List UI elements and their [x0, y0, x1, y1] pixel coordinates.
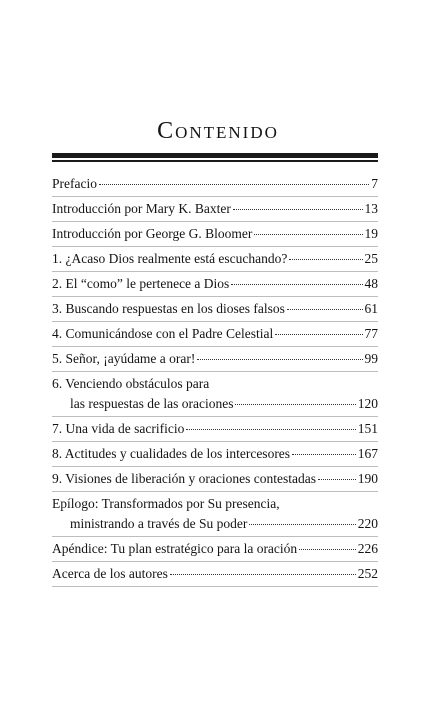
- dot-leader: [292, 453, 356, 455]
- dot-leader: [287, 308, 363, 310]
- toc-page-number: 7: [371, 176, 378, 191]
- page-title: Contenido: [157, 118, 279, 144]
- toc-page-number: 226: [357, 541, 378, 556]
- toc-entry-title: 3. Buscando respuestas en los dioses falsos: [52, 301, 285, 316]
- toc-entry-title: Acerca de los autores: [52, 566, 168, 581]
- dot-leader: [231, 283, 362, 285]
- dot-leader: [99, 183, 369, 185]
- toc-entry: [52, 272, 378, 297]
- dot-leader: [289, 258, 362, 260]
- dot-leader: [318, 478, 356, 480]
- toc-page-number: 220: [357, 516, 378, 531]
- toc-page-number: 99: [364, 351, 378, 366]
- toc-page-number: 77: [364, 326, 378, 341]
- toc-page-number: 19: [364, 226, 378, 241]
- title-rule-thick: [52, 153, 378, 158]
- toc-page-number: 13: [364, 201, 378, 216]
- toc-entry: [52, 562, 378, 587]
- toc-entry-title: 5. Señor, ¡ayúdame a orar!: [52, 351, 196, 366]
- toc-entry-title: Epílogo: Transformados por Su presencia,: [52, 496, 280, 511]
- toc-entry-title: 7. Una vida de sacrificio: [52, 421, 185, 436]
- toc-entry: [52, 467, 378, 492]
- dot-leader: [235, 403, 355, 405]
- dot-leader: [275, 333, 362, 335]
- toc-page-number: 120: [357, 396, 378, 411]
- dot-leader: [197, 358, 362, 360]
- toc-entry: [52, 172, 378, 197]
- dot-leader: [254, 233, 362, 235]
- toc-entry-title: Introducción por George G. Bloomer: [52, 226, 253, 241]
- dot-leader: [170, 573, 356, 575]
- toc-entry-title: Introducción por Mary K. Baxter: [52, 201, 231, 216]
- toc-entry-title: ministrando a través de Su poder: [70, 516, 248, 531]
- toc-page-number: 167: [357, 446, 378, 461]
- dot-leader: [299, 548, 356, 550]
- toc-entry-title: Prefacio: [52, 176, 97, 191]
- toc-entry-title: 6. Venciendo obstáculos para: [52, 376, 210, 391]
- toc-entry: [52, 492, 378, 537]
- toc-entry-title: 1. ¿Acaso Dios realmente está escuchando?: [52, 251, 288, 266]
- title-rule-thin: [52, 160, 378, 162]
- toc-entry: [52, 197, 378, 222]
- toc-entry: [52, 537, 378, 562]
- table-of-contents: [52, 172, 378, 587]
- dot-leader: [186, 428, 355, 430]
- toc-entry: [52, 442, 378, 467]
- toc-entry: [52, 417, 378, 442]
- toc-entry: [52, 247, 378, 272]
- toc-entry: [52, 372, 378, 417]
- toc-entry-title: 9. Visiones de liberación y oraciones contestadas: [52, 471, 316, 486]
- toc-page-number: 151: [357, 421, 378, 436]
- toc-entry-title: 8. Actitudes y cualidades de los intercesores: [52, 446, 291, 461]
- toc-entry: [52, 222, 378, 247]
- toc-page-number: 61: [364, 301, 378, 316]
- toc-entry-title: 2. El “como” le pertenece a Dios: [52, 276, 230, 291]
- toc-entry: [52, 297, 378, 322]
- toc-page-number: 252: [357, 566, 378, 581]
- toc-page-number: 25: [364, 251, 378, 266]
- toc-page-number: 190: [357, 471, 378, 486]
- dot-leader: [233, 208, 363, 210]
- toc-entry: [52, 322, 378, 347]
- toc-entry-title: 4. Comunicándose con el Padre Celestial: [52, 326, 274, 341]
- dot-leader: [249, 523, 355, 525]
- toc-entry: [52, 347, 378, 372]
- toc-page-number: 48: [364, 276, 378, 291]
- toc-entry-title: las respuestas de las oraciones: [70, 396, 234, 411]
- toc-entry-title: Apéndice: Tu plan estratégico para la oración: [52, 541, 298, 556]
